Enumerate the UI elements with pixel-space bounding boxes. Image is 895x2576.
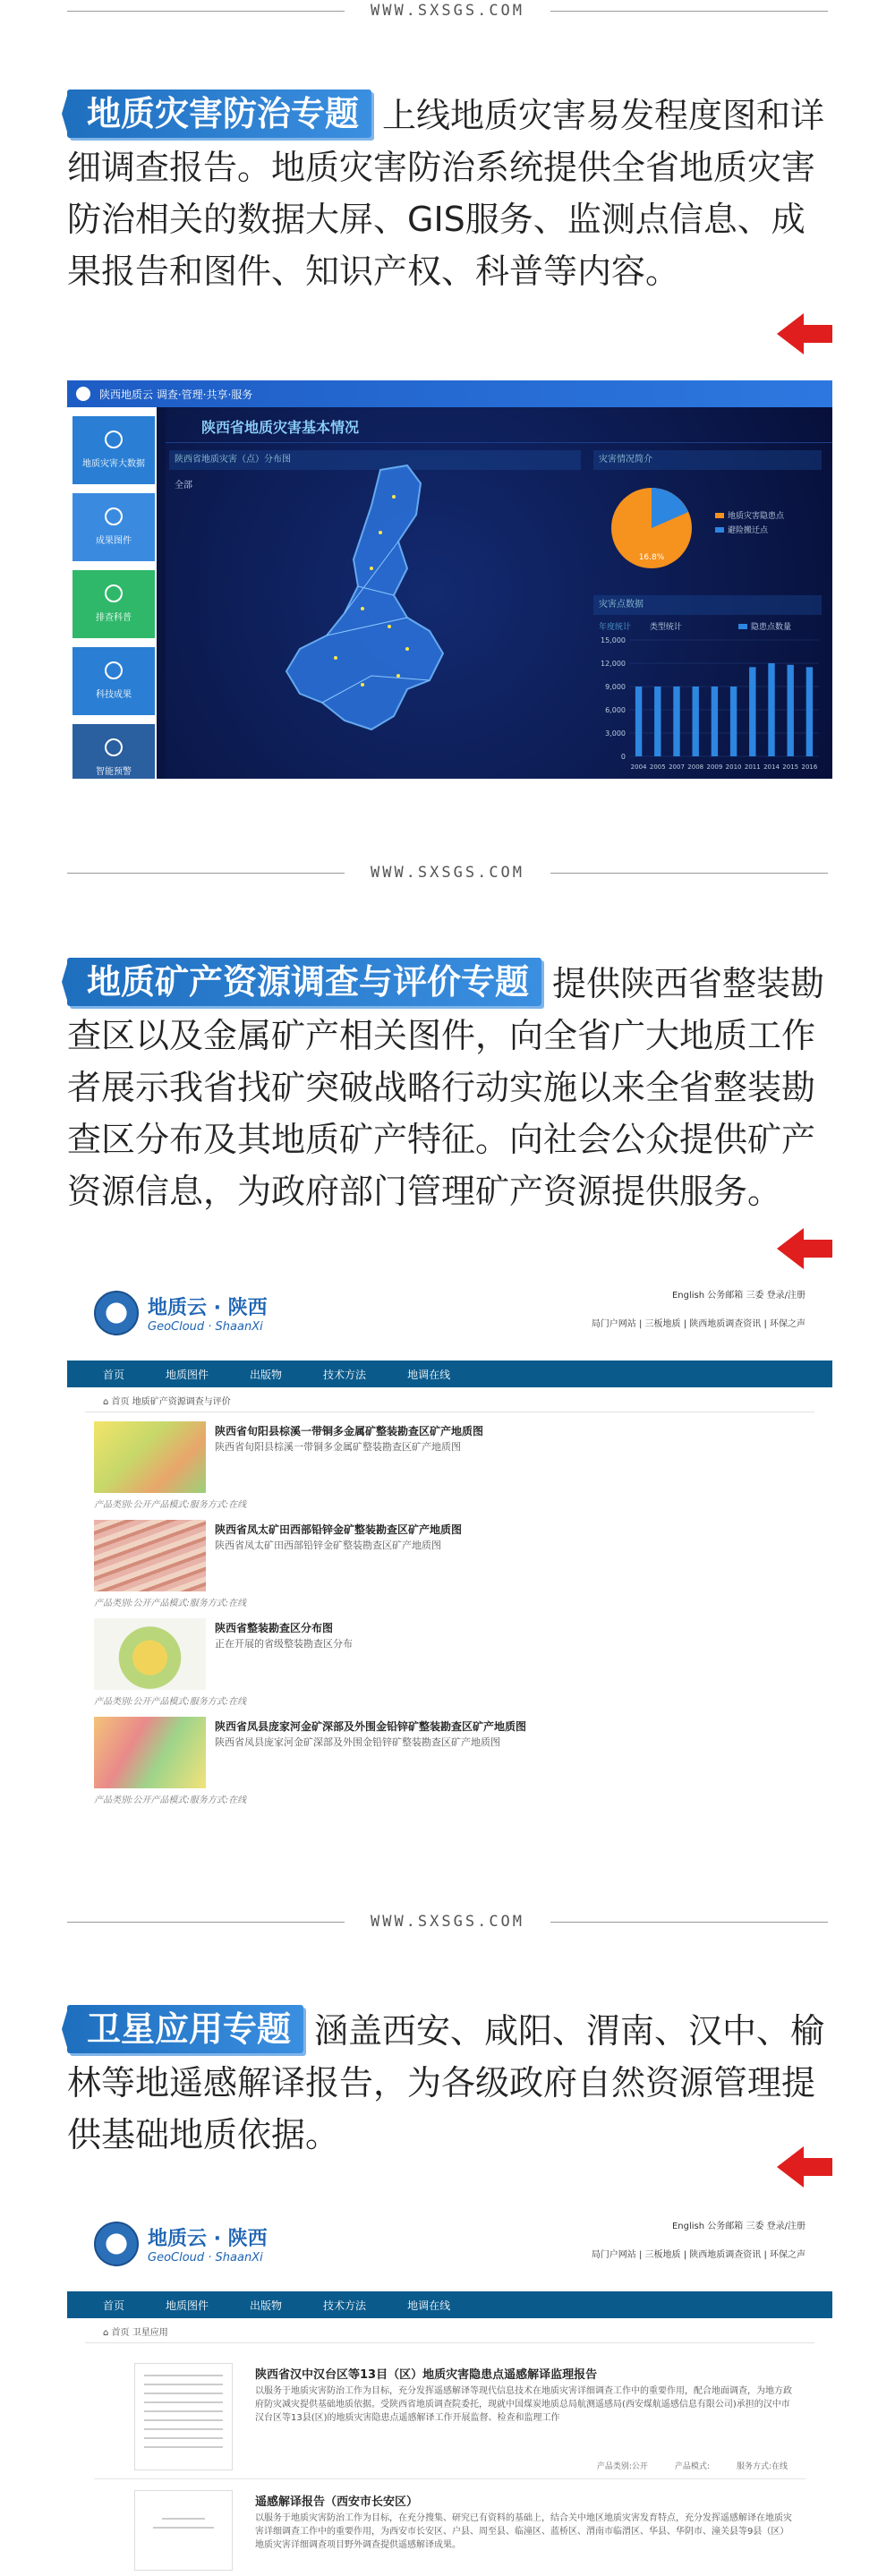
side-tile-bigdata[interactable] (72, 416, 155, 484)
item-caption: 产品类别:公开产品模式:服务方式:在线 (94, 1599, 247, 1608)
map-thumbnail[interactable] (94, 1618, 206, 1690)
nav-methods[interactable]: 技术方法 (323, 1368, 367, 1381)
bar (749, 667, 755, 756)
watermark-text: WWW.SXSGS.COM (370, 864, 525, 882)
section-body: 上线地质灾害易发程度图和详细调查报告。地质灾害防治系统提供全省地质灾害防治相关的数据大屏、GIS服务、监测点信息、成果报告和图件、知识产权、科普等内容。 (67, 96, 825, 291)
nav-publications[interactable]: 出版物 (250, 2299, 283, 2312)
site-header (67, 1271, 832, 1361)
item-caption: 产品类别:公开产品模式:服务方式:在线 (94, 1500, 247, 1510)
x-tick-label: 2010 (725, 763, 742, 771)
item-title[interactable]: 陕西省旬阳县棕溪一带铜多金属矿整装勘查区矿产地质图 (215, 1425, 484, 1437)
y-tick-label: 12,000 (601, 660, 626, 668)
report-body: 以服务于地质灾害防治工作为目标，在充分搜集、研究已有资料的基础上，结合关中地区地质灾害发育特点，充分发挥遥感解译在地质灾害详细调查工作中的重要作用，为西安市长安区、户县、周至县、临潼区、蓝桥区、渭南市临渭区、华县、华阴市、潼关县等9县（区）地质灾害详细调查项目野外调查提供遥感解译成果。 (255, 2513, 792, 2550)
item-caption: 产品类别:公开产品模式:服务方式:在线 (94, 1697, 247, 1707)
side-tile-science[interactable] (72, 570, 155, 638)
pie-legend (715, 509, 784, 538)
tab-type[interactable]: 类型统计 (649, 623, 682, 632)
y-tick-label: 6,000 (605, 706, 626, 714)
item-title[interactable]: 陕西省凤县庞家河金矿深部及外围金铅锌矿整装勘查区矿产地质图 (215, 1720, 527, 1733)
list-item[interactable] (94, 1618, 806, 1708)
watermark-divider (67, 862, 828, 883)
side-tile-warning[interactable] (72, 724, 155, 779)
report-thumbnail[interactable] (134, 2490, 233, 2571)
shaanxi-map (273, 461, 470, 747)
nav-online[interactable]: 地调在线 (407, 2299, 451, 2312)
map-panel-title: 陕西省地质灾害（点）分布图 (169, 450, 581, 470)
bar (673, 687, 679, 756)
top-links-secondary[interactable]: 局门户网站 | 三板地质 | 陕西地质调查资讯 | 环保之声 (591, 2250, 806, 2260)
site-nav (67, 2291, 832, 2318)
dashboard-topbar (67, 380, 832, 407)
site-header (67, 2202, 832, 2291)
list-item[interactable] (94, 1520, 806, 1609)
list-item[interactable] (94, 1421, 806, 1511)
pie-legend-item: 避险搬迁点 (715, 524, 784, 538)
item-title[interactable]: 陕西省整装勘查区分布图 (215, 1622, 334, 1634)
side-tile-tech[interactable] (72, 647, 155, 715)
nav-publications[interactable]: 出版物 (250, 1368, 283, 1381)
bar-tabs (599, 620, 682, 632)
report-body: 以服务于地质灾害防治工作为目标，充分发挥遥感解译等现代信息技术在地质灾害详细调查工作中的重要作用，配合地面调查，为地方政府防灾减灾提供基础地质依据。受陕西省地质调查院委托，现就中国煤炭地质总局航测遥感局(西安煤航遥感信息有限公司)承担的汉中市汉台区等13县(区)的地质灾害隐患点遥感解译工作开展监督、检查和监理工作 (255, 2386, 792, 2423)
report-item[interactable] (94, 2490, 806, 2576)
home-icon: ⌂ (103, 1397, 112, 1407)
watermark-divider (67, 1911, 828, 1932)
report-title[interactable]: 陕西省汉中汉台区等13目（区）地质灾害隐患点遥感解译监理报告 (255, 2368, 598, 2382)
top-links[interactable]: English 公务邮箱 三委 登录/注册 (671, 2222, 806, 2231)
meta-mode: 产品模式: (674, 2462, 710, 2471)
side-tile-maps[interactable] (72, 493, 155, 561)
item-subtitle: 陕西省凤太矿田西部铅锌金矿整装勘查区矿产地质图 (215, 1540, 441, 1551)
bar (806, 667, 813, 756)
watermark-text: WWW.SXSGS.COM (370, 2, 525, 20)
nav-home[interactable]: 首页 (103, 2299, 125, 2312)
item-caption: 产品类别:公开产品模式:服务方式:在线 (94, 1796, 247, 1805)
x-tick-label: 2008 (687, 763, 704, 771)
pie-label: 16.8% (638, 553, 665, 562)
map-icon (105, 508, 123, 525)
top-links[interactable]: English 公务邮箱 三委 登录/注册 (671, 1291, 806, 1301)
item-subtitle: 正在开展的省级整装勘查区分布 (215, 1638, 353, 1650)
x-tick-label: 2016 (801, 763, 818, 771)
bar (787, 665, 793, 756)
brand-en: GeoCloud · ShaanXi (148, 2251, 263, 2265)
y-tick-label: 0 (620, 753, 626, 761)
bar (635, 687, 642, 756)
x-tick-label: 2011 (744, 763, 761, 771)
section-body: 涵盖西安、咸阳、渭南、汉中、榆林等地遥感解译报告，为各级政府自然资源管理提供基础地质依据。 (67, 2011, 825, 2154)
bar (712, 687, 718, 756)
nav-maps[interactable]: 地质图件 (166, 1368, 209, 1381)
section-body: 提供陕西省整装勘查区以及金属矿产相关图件，向全省广大地质工作者展示我省找矿突破战略行动实施以来全省整装勘查区分布及其地质矿产特征。向社会公众提供矿产资源信息，为政府部门管理矿产资源提供服务。 (67, 964, 825, 1211)
x-tick-label: 2007 (669, 763, 685, 771)
dashboard-main (166, 407, 832, 779)
dashboard-topbar-title: 陕西地质云 调查·管理·共享·服务 (99, 388, 253, 401)
section-mineral (67, 958, 832, 1217)
y-tick-label: 9,000 (605, 683, 626, 691)
atom-icon (105, 661, 123, 679)
map-thumbnail[interactable] (94, 1520, 206, 1591)
item-title[interactable]: 陕西省凤太矿田西部铅锌金矿整装勘查区矿产地质图 (215, 1523, 463, 1536)
site-brand[interactable] (94, 2222, 268, 2266)
watermark-text: WWW.SXSGS.COM (370, 1913, 525, 1931)
nav-maps[interactable]: 地质图件 (166, 2299, 209, 2312)
report-title[interactable]: 遥感解译报告（西安市长安区） (255, 2495, 419, 2509)
site-brand[interactable] (94, 1291, 268, 1335)
bar-legend: 隐患点数量 (738, 620, 791, 632)
x-tick-label: 2004 (630, 763, 647, 771)
tab-annual[interactable]: 年度统计 (599, 623, 632, 632)
y-tick-label: 15,000 (601, 636, 626, 644)
logo-icon (76, 387, 90, 401)
report-meta (597, 2460, 788, 2471)
x-tick-label: 2005 (649, 763, 666, 771)
x-tick-label: 2015 (782, 763, 799, 771)
item-subtitle: 陕西省凤县庞家河金矿深部及外围金铅锌矿整装勘查区矿产地质图 (215, 1736, 500, 1748)
list-item[interactable] (94, 1717, 806, 1806)
pin-icon (105, 584, 123, 602)
side-tile-label: 成果图件 (96, 536, 132, 546)
meta-category: 产品类别:公开 (596, 2462, 648, 2471)
map-thumbnail[interactable] (94, 1421, 206, 1493)
report-item[interactable] (94, 2363, 806, 2479)
breadcrumb (85, 1393, 814, 1412)
side-tile-label: 科技成果 (96, 690, 132, 700)
section-geohazard (67, 90, 832, 297)
pie-panel-title: 灾害情况简介 (593, 450, 822, 470)
report-thumbnail[interactable] (134, 2363, 233, 2470)
brand-en: GeoCloud · ShaanXi (148, 1320, 263, 1334)
site-nav (67, 1361, 832, 1387)
site-emblem-icon (94, 1291, 139, 1335)
top-links-secondary[interactable]: 局门户网站 | 三板地质 | 陕西地质调查资讯 | 环保之声 (591, 1319, 806, 1329)
mineral-site-screenshot (67, 1271, 832, 1853)
watermark-divider (67, 0, 828, 21)
x-tick-label: 2009 (706, 763, 723, 771)
brand-cn: 地质云 · 陕西 (148, 1297, 268, 1319)
section-tag: 地质灾害防治专题 (67, 90, 371, 138)
map-legend-all: 全部 (175, 481, 192, 490)
brand-cn: 地质云 · 陕西 (148, 2228, 268, 2250)
red-arrow-icon (777, 313, 832, 354)
bar-chart (593, 633, 826, 776)
meta-service: 服务方式:在线 (736, 2462, 788, 2471)
dashboard-screenshot (67, 380, 832, 779)
section-satellite (67, 2005, 832, 2161)
breadcrumb (85, 2324, 814, 2343)
section-tag: 卫星应用专题 (67, 2005, 303, 2053)
bar (654, 687, 661, 756)
site-emblem-icon (94, 2222, 139, 2266)
nav-methods[interactable]: 技术方法 (323, 2299, 367, 2312)
red-arrow-icon (777, 1228, 832, 1269)
bar (730, 687, 737, 756)
satellite-site-screenshot (67, 2202, 832, 2576)
alert-icon (105, 738, 123, 756)
bar (692, 687, 698, 756)
x-tick-label: 2014 (763, 763, 780, 771)
pie-legend-item: 地质灾害隐患点 (715, 509, 784, 524)
dashboard-sidebar (67, 407, 157, 779)
nav-online[interactable]: 地调在线 (407, 1368, 451, 1381)
pie-chart (602, 479, 701, 577)
bar-panel-title: 灾害点数据 (593, 595, 822, 615)
breadcrumb-text: 首页 卫星应用 (111, 2328, 168, 2338)
section-tag: 地质矿产资源调查与评价专题 (67, 958, 541, 1006)
side-tile-label: 排查科普 (96, 613, 132, 623)
home-icon: ⌂ (103, 2328, 112, 2338)
y-tick-label: 3,000 (605, 729, 626, 738)
nav-home[interactable]: 首页 (103, 1368, 125, 1381)
breadcrumb-text: 首页 地质矿产资源调查与评价 (111, 1397, 231, 1407)
side-tile-label: 地质灾害大数据 (82, 459, 145, 469)
dashboard-main-title: 陕西省地质灾害基本情况 (166, 413, 832, 443)
side-tile-label: 智能预警 (96, 767, 132, 777)
item-subtitle: 陕西省旬阳县棕溪一带铜多金属矿整装勘查区矿产地质图 (215, 1441, 461, 1453)
bar (768, 663, 774, 756)
map-thumbnail[interactable] (94, 1717, 206, 1788)
cloud-icon (105, 431, 123, 448)
red-arrow-icon (777, 2146, 832, 2188)
